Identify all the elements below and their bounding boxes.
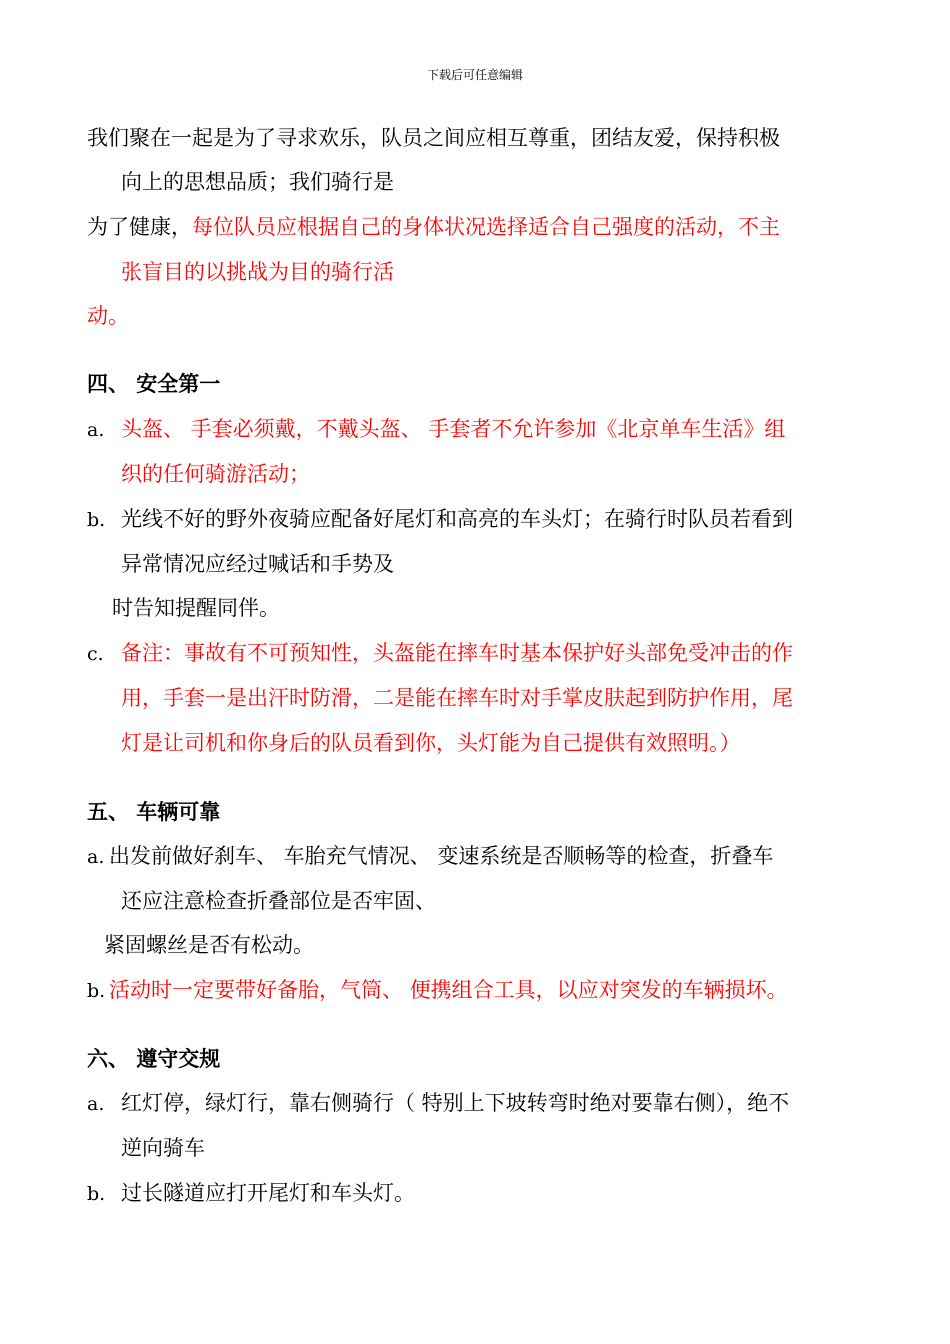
s4-b-line-3: 时告知提醒同伴。 xyxy=(112,596,280,620)
s6-item-a xyxy=(87,1089,790,1118)
intro-line-5: 动。 xyxy=(87,304,129,328)
s5-item-b xyxy=(87,976,788,1005)
s4-c-line-1: 备注：事故有不可预知性，头盔能在摔车时基本保护好头部免受冲击的作 xyxy=(121,641,793,665)
s5-a-line-3: 紧固螺丝是否有松动。 xyxy=(104,933,314,957)
s6-a-line-2: 逆向骑车 xyxy=(121,1136,205,1160)
s6-a-line-1: 红灯停，绿灯行，靠右侧骑行（ 特别上下坡转弯时绝对要靠右侧），绝不 xyxy=(121,1091,790,1115)
s5-b-marker: b. xyxy=(87,980,106,1002)
s4-a-marker: a. xyxy=(87,419,105,441)
section-5-heading: 五、 车辆可靠 xyxy=(87,800,221,824)
s6-item-b xyxy=(87,1179,415,1208)
intro-line-1: 我们聚在一起是为了寻求欢乐，队员之间应相互尊重，团结友爱，保持积极 xyxy=(87,126,780,150)
page-header: 下载后可任意编辑 xyxy=(426,68,523,82)
s4-item-a xyxy=(87,415,786,444)
intro-line-4: 张盲目的以挑战为目的骑行活 xyxy=(121,260,394,284)
intro-line-2: 向上的思想品质；我们骑行是 xyxy=(121,170,394,194)
s5-a-line-1: 出发前做好刹车、 车胎充气情况、 变速系统是否顺畅等的检查，折叠车 xyxy=(109,844,774,868)
s4-item-b xyxy=(87,505,793,534)
s4-c-line-3: 灯是让司机和你身后的队员看到你，头灯能为自己提供有效照明。） xyxy=(121,731,741,755)
s4-item-c xyxy=(87,639,793,668)
s4-c-line-2: 用，手套一是出汗时防滑，二是能在摔车时对手掌皮肤起到防护作用，尾 xyxy=(121,686,793,710)
intro-line-3-black: 为了健康， xyxy=(87,215,192,239)
s5-a-line-2: 还应注意检查折叠部位是否牢固、 xyxy=(121,889,436,913)
s4-a-line-1: 头盔、 手套必须戴，不戴头盔、 手套者不允许参加《北京单车生活》组 xyxy=(121,417,786,441)
section-6-heading: 六、 遵守交规 xyxy=(87,1047,221,1071)
s4-a-line-2: 织的任何骑游活动； xyxy=(121,462,310,486)
s6-b-marker: b. xyxy=(87,1183,106,1205)
intro-line-3-red: 每位队员应根据自己的身体状况选择适合自己强度的活动，不主 xyxy=(192,215,780,239)
s4-b-marker: b. xyxy=(87,509,106,531)
s5-b-line-1: 活动时一定要带好备胎，气筒、 便携组合工具，以应对突发的车辆损坏。 xyxy=(109,978,788,1002)
section-4-heading: 四、 安全第一 xyxy=(87,372,221,396)
intro-line-3 xyxy=(87,213,780,241)
s4-b-line-2: 异常情况应经过喊话和手势及 xyxy=(121,552,394,576)
s5-item-a xyxy=(87,842,774,871)
s6-b-line-1: 过长隧道应打开尾灯和车头灯。 xyxy=(121,1181,415,1205)
s6-a-marker: a. xyxy=(87,1093,105,1115)
s4-b-line-1: 光线不好的野外夜骑应配备好尾灯和高亮的车头灯；在骑行时队员若看到 xyxy=(121,507,793,531)
s4-c-marker: c. xyxy=(87,643,104,665)
s5-a-marker: a. xyxy=(87,846,105,868)
